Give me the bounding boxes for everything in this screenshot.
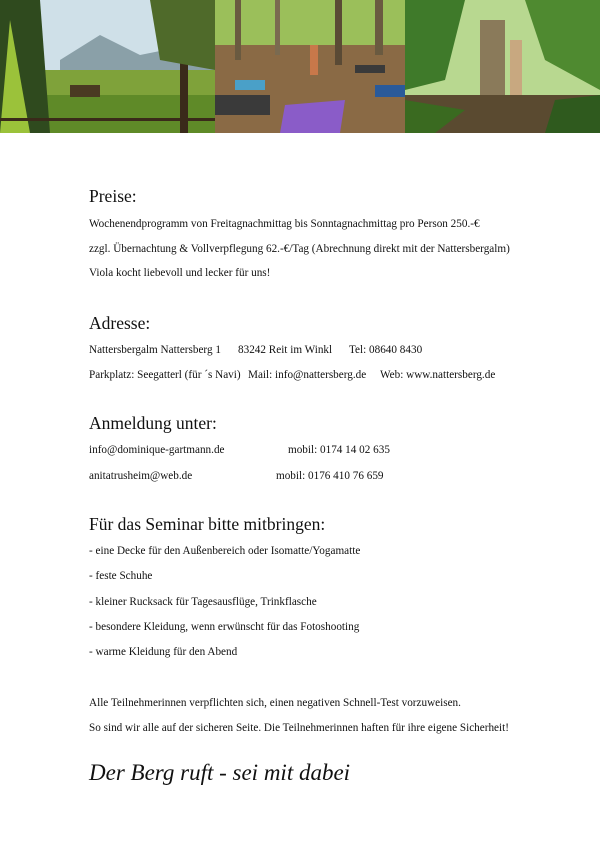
mitbringen-heading: Für das Seminar bitte mitbringen:	[89, 514, 326, 534]
notice-line: So sind wir alle auf der sicheren Seite. Die Teilnehmerinnen haften für ihre eigene Sicherheit!	[89, 722, 509, 734]
venue-phone: Tel: 08640 8430	[349, 344, 423, 356]
address-line	[89, 343, 539, 357]
venue-city: 83242 Reit im Winkl	[238, 344, 333, 356]
registration-contact	[89, 443, 539, 457]
list-item: - feste Schuhe	[89, 570, 153, 582]
list-item: - eine Decke für den Außenbereich oder Isomatte/Yogamatte	[89, 545, 361, 557]
parking-info: Parkplatz: Seegatterl (für ´s Navi)	[89, 369, 241, 381]
adresse-heading: Adresse:	[89, 313, 151, 333]
venue-web[interactable]: Web: www.nattersberg.de	[380, 369, 496, 381]
contact-phone: mobil: 0174 14 02 635	[288, 444, 390, 456]
contact-line	[89, 368, 539, 382]
registration-contact	[89, 469, 539, 483]
preise-line: Wochenendprogramm von Freitagnachmittag bis Sonntagnachmittag pro Person 250.-€	[89, 218, 480, 230]
contact-phone: mobil: 0176 410 76 659	[276, 470, 384, 482]
preise-line: zzgl. Übernachtung & Vollverpflegung 62.-€/Tag (Abrechnung direkt mit der Nattersbergalm)	[89, 243, 510, 255]
list-item: - kleiner Rucksack für Tagesausflüge, Trinkflasche	[89, 596, 317, 608]
anmeldung-heading: Anmeldung unter:	[89, 413, 217, 433]
preise-heading: Preise:	[89, 186, 137, 206]
venue-mail[interactable]: Mail: info@nattersberg.de	[248, 369, 367, 381]
contact-email[interactable]: info@dominique-gartmann.de	[89, 444, 225, 456]
contact-email[interactable]: anitatrusheim@web.de	[89, 470, 193, 482]
forest-trees-photo	[405, 0, 600, 133]
photo-strip	[0, 0, 600, 133]
list-item: - warme Kleidung für den Abend	[89, 646, 238, 658]
mountain-meadow-photo	[0, 0, 215, 133]
preise-line: Viola kocht liebevoll und lecker für uns!	[89, 267, 271, 279]
slogan: Der Berg ruft - sei mit dabei	[89, 760, 351, 785]
forest-yoga-photo	[215, 0, 405, 133]
notice-line: Alle Teilnehmerinnen verpflichten sich, einen negativen Schnell-Test vorzuweisen.	[89, 697, 461, 709]
venue-address: Nattersbergalm Nattersberg 1	[89, 344, 221, 356]
list-item: - besondere Kleidung, wenn erwünscht für das Fotoshooting	[89, 621, 360, 633]
